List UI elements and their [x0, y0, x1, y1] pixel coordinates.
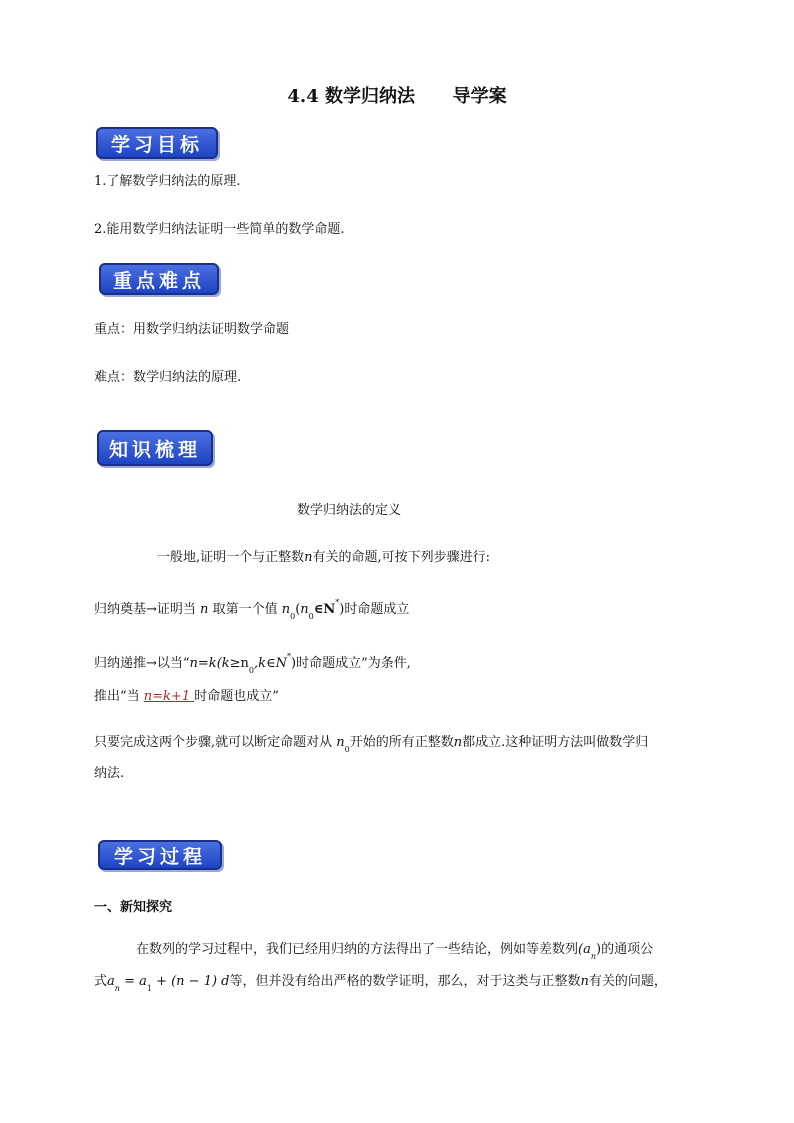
section-badge-process: 学习过程: [98, 840, 222, 870]
section-badge-goals: 学习目标: [96, 127, 218, 159]
section-heading-new-knowledge: 一、新知探究: [94, 900, 173, 915]
induction-conclusion: 只要完成这两个步骤,就可以断定命题对从 $n_0$开始的所有正整数n都成立.这种证明方法叫做数学归: [94, 735, 649, 754]
paragraph-line-2: 式$a_n = a_1 + (n - 1)$ d等，但并没有给出严格的数学证明，那么，对于这类与正整数n有关的问题，: [94, 974, 667, 993]
induction-recursive-step-2: 推出“当 n=k+1 时命题也成立”: [94, 689, 279, 704]
goal-item-2: 2.能用数学归纳法证明一些简单的数学命题.: [94, 222, 345, 237]
paragraph-line-1: 在数列的学习过程中，我们已经用归纳的方法得出了一些结论，例如等差数列$(a_n)$的通项公: [136, 942, 654, 961]
induction-base-step: 归纳奠基→证明当 n 取第一个值 $n_0(n_0\in N^*)$时命题成立: [94, 598, 410, 621]
induction-conclusion-2: 纳法.: [94, 766, 125, 781]
page-title: 4.4 数学归纳法 导学案: [287, 86, 507, 107]
knowledge-intro: 一般地,证明一个与正整数n有关的命题,可按下列步骤进行:: [157, 550, 491, 565]
key-difficulty: 难点：数学归纳法的原理.: [94, 370, 242, 385]
induction-recursive-step: 归纳递推→以当“$n=k(k\ge n_0,k\in N^*)$时命题成立”为条件,: [94, 652, 411, 675]
section-badge-key-points: 重点难点: [99, 263, 219, 295]
goal-item-1: 1.了解数学归纳法的原理.: [94, 174, 241, 189]
key-focus: 重点：用数学归纳法证明数学命题: [94, 322, 290, 337]
knowledge-heading: 数学归纳法的定义: [297, 503, 402, 518]
section-badge-knowledge: 知识梳理: [97, 430, 213, 466]
